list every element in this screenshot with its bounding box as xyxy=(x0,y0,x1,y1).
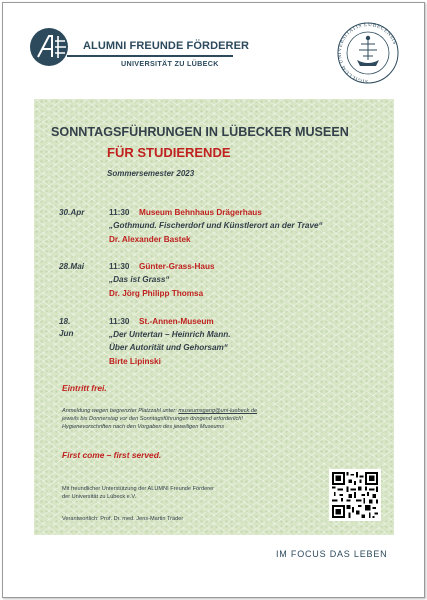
responsible-person: Verantwortlich: Prof. Dr. med. Jens-Martin Träder xyxy=(62,516,184,522)
registration-email-link[interactable]: museumsgang@uni-luebeck.de xyxy=(178,408,258,414)
registration-text: Anmeldung wegen begrenzter Platzzahl unter: xyxy=(62,408,179,414)
flyer-page xyxy=(2,2,425,598)
hygiene-note: Hygienevorschriften nach den Vorgaben des jeweiligen Museums xyxy=(62,424,225,430)
event-date: 30.Apr xyxy=(59,208,85,217)
event-venue: Museum Behnhaus Drägerhaus xyxy=(139,208,262,217)
event-date: 28.Mai xyxy=(59,262,85,271)
event-time: 11:30 xyxy=(109,262,130,271)
event-guide: Dr. Jörg Philipp Thomsa xyxy=(109,289,204,298)
event-date: 18. Jun xyxy=(59,317,74,338)
registration-info xyxy=(62,407,257,431)
university-seal-icon xyxy=(337,20,399,86)
org-name: ALUMNI FREUNDE FÖRDERER xyxy=(83,40,250,52)
header-divider xyxy=(67,55,233,57)
footer-slogan: IM FOCUS DAS LEBEN xyxy=(276,549,388,559)
org-subtitle: UNIVERSITÄT ZU LÜBECK xyxy=(121,59,219,68)
event-topic: „Der Untertan – Heinrich Mann. xyxy=(109,330,231,339)
first-come-note: First come – first served. xyxy=(62,450,162,460)
event-time: 11:30 xyxy=(109,317,130,326)
flyer-title: SONNTAGSFÜHRUNGEN IN LÜBECKER MUSEEN xyxy=(51,125,349,139)
flyer-subtitle: FÜR STUDIERENDE xyxy=(107,145,231,160)
qr-code-icon[interactable] xyxy=(329,469,381,521)
event-topic: „Das ist Grass“ xyxy=(109,275,170,284)
seal-text: SIGILLUM UNIVERSITATIS LUBECENSIS xyxy=(337,21,398,85)
event-topic-continued: Über Autorität und Gehorsam“ xyxy=(109,343,228,352)
semester: Sommersemester 2023 xyxy=(107,169,195,178)
alumni-logo-icon xyxy=(29,27,69,67)
event-time: 11:30 xyxy=(109,208,130,217)
event-topic: „Gothmund. Fischerdorf und Künstlerort an der Trave“ xyxy=(109,221,323,230)
admission-note: Eintritt frei. xyxy=(62,383,107,393)
event-venue: St.-Annen-Museum xyxy=(139,317,214,326)
support-note xyxy=(62,485,214,501)
support-line: der Universität zu Lübeck e.V. xyxy=(62,494,137,500)
event-guide: Birte Lipinski xyxy=(109,357,161,366)
support-line: Mit freundlicher Unterstützung der ALUMNI Freunde Förderer xyxy=(62,486,215,492)
event-guide: Dr. Alexander Bastek xyxy=(109,235,191,244)
registration-deadline: jeweils bis Donnerstag vor den Sonntagsführungen dringend erforderlich! xyxy=(62,416,243,422)
event-venue: Günter-Grass-Haus xyxy=(139,262,215,271)
